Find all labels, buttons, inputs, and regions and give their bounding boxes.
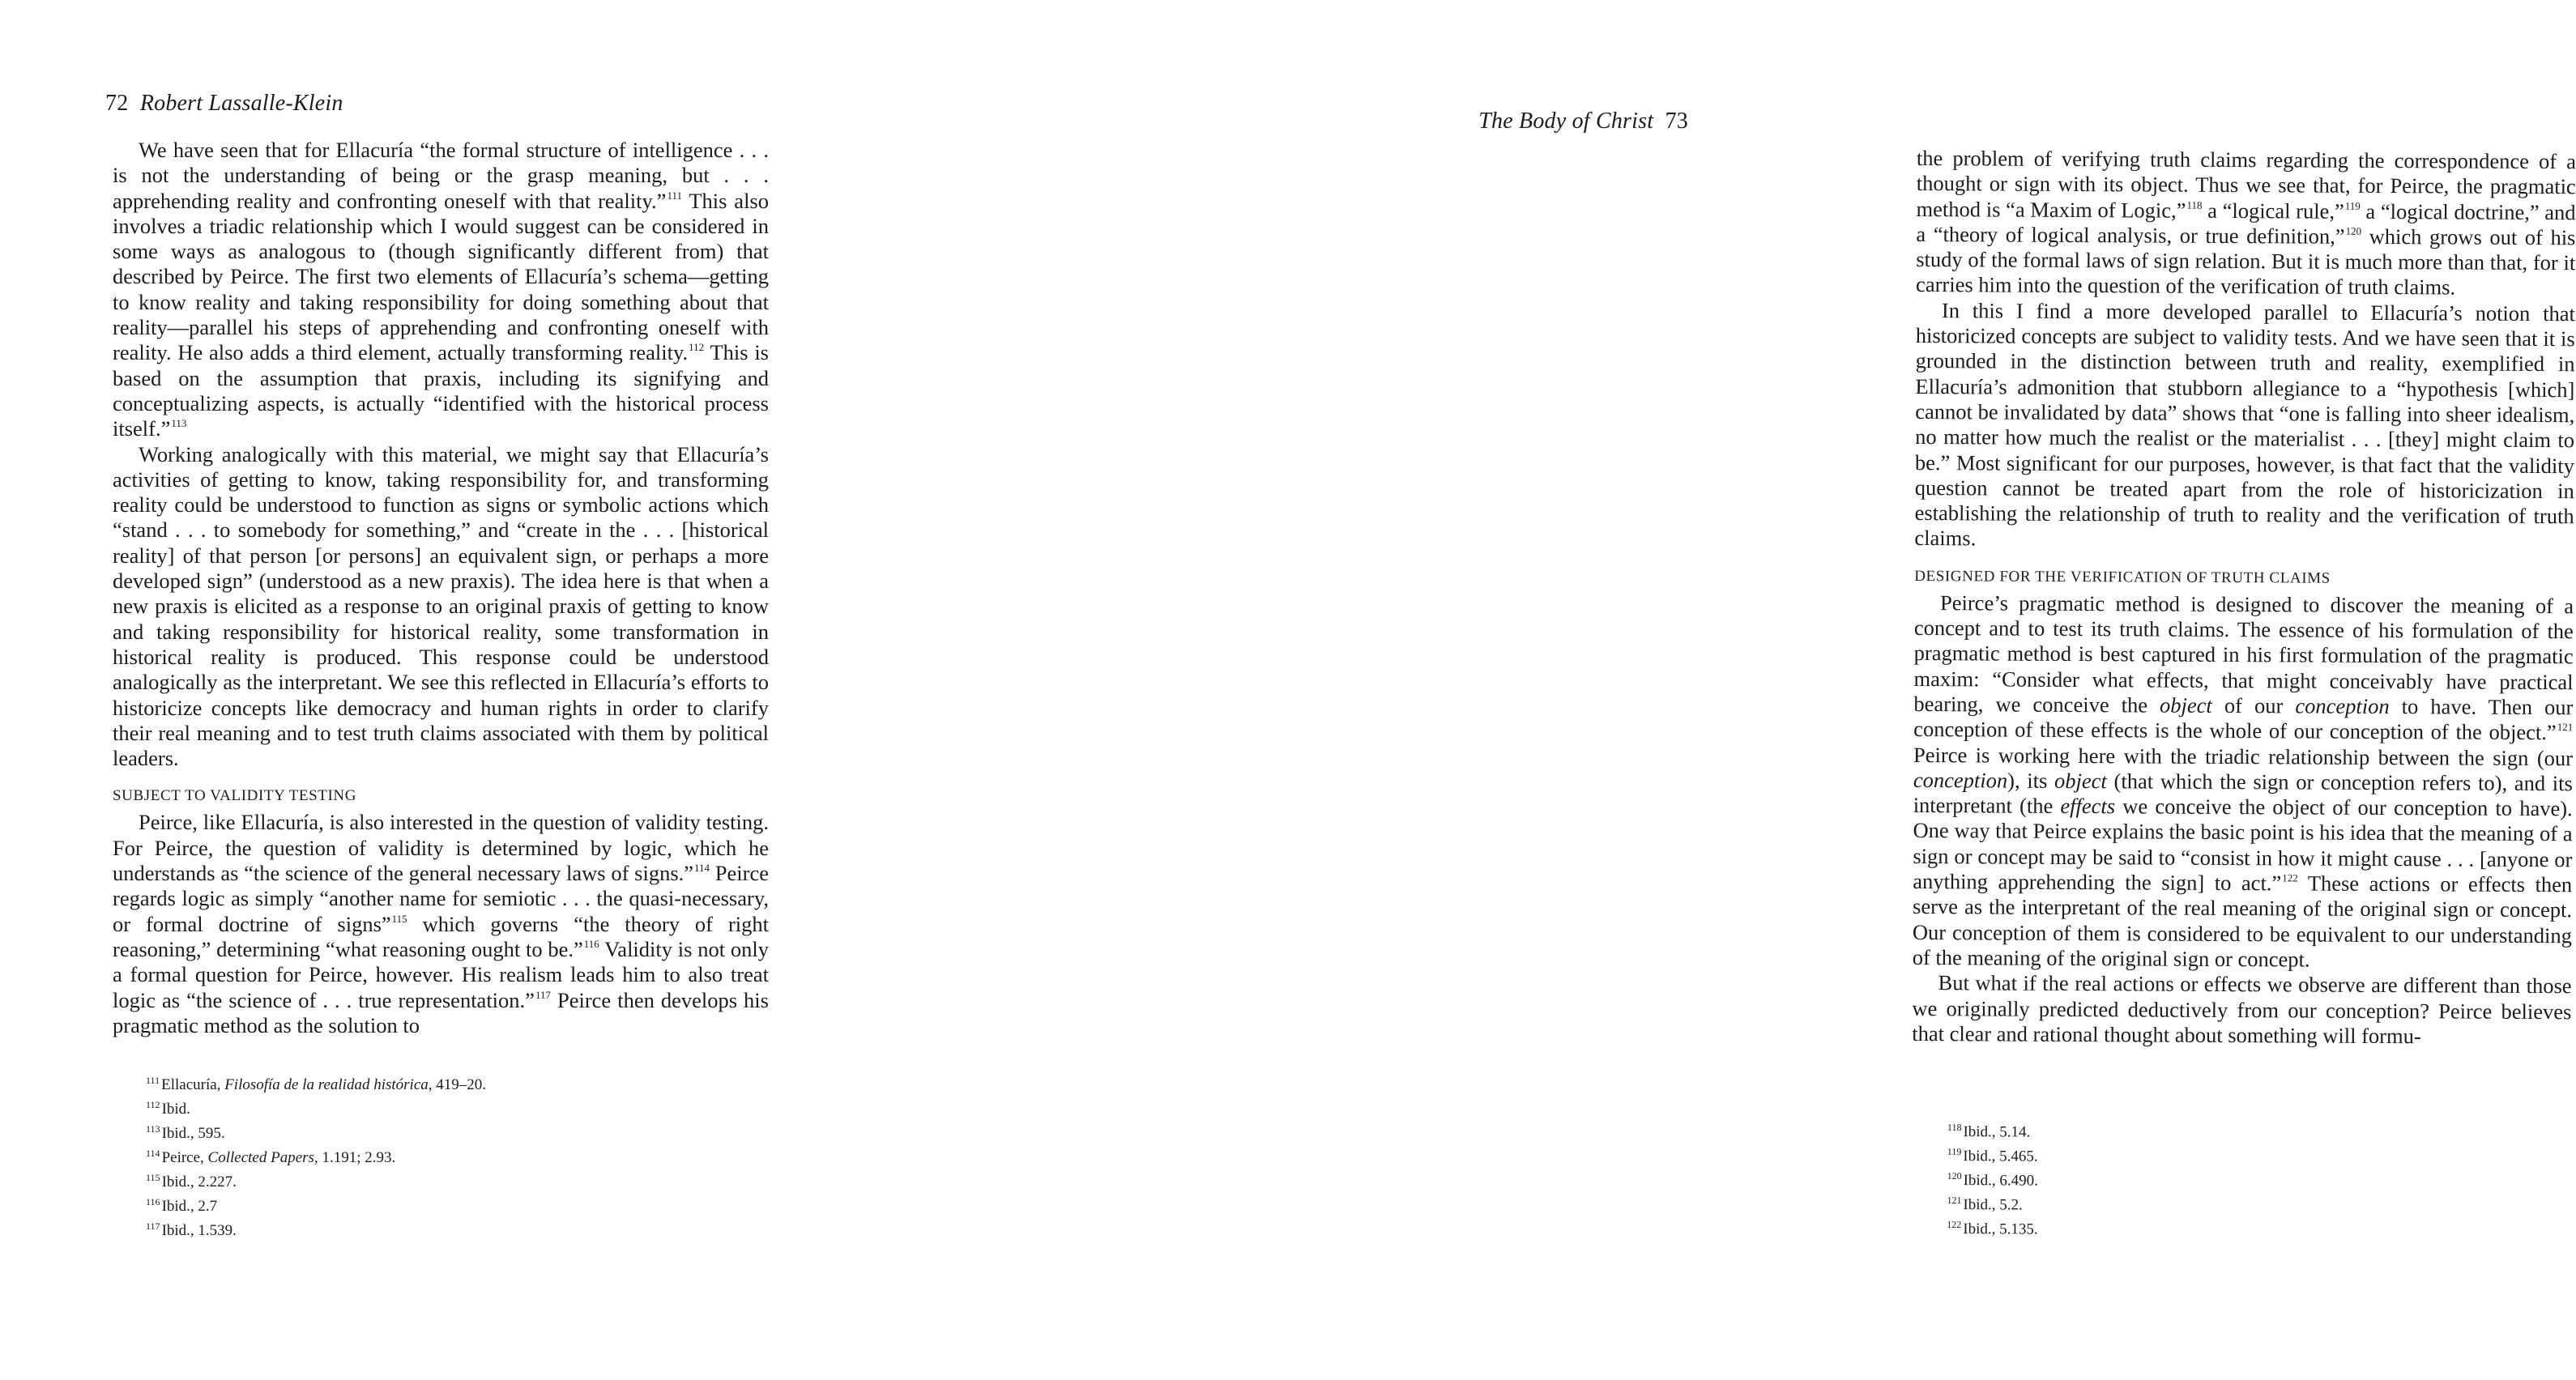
right-page <box>888 0 2576 1380</box>
footnote-marker: 115 <box>391 912 407 925</box>
page-number-right: 73 <box>1665 109 1688 134</box>
footnote-number: 117 <box>146 1220 160 1232</box>
footnote: $^{119}$Ibid., 5.465. <box>1947 1145 2038 1165</box>
footnote-number: 120 <box>1947 1169 1962 1182</box>
footnote-number: 113 <box>146 1123 160 1135</box>
italic-text: effects <box>2060 794 2116 819</box>
paragraph: Peirce’s pragmatic method is designed to discover the meaning of a concept and to test its truth claims. The essence of his formulation of the pragmatic method is best captured in his first formulation of the pragmatic maxim: “Consider what effects, that might conceivably have practical bearing, we conceive the object of our conception to have. Then our conception of these effects is the whole of our conception of the object.”$^{121}$ Peirce is working here with the triadic relationship between the sign (our conception), its object (that which the sign or conception refers to), and its interpretant (the effects we conceive the object of our conception to have). One way that Peirce explains the basic point is his idea that the meaning of a sign or concept may be said to “consist in how it might cause . . . [anyone or anything apprehending the sign] to act.”$^{122}$ These actions or effects then serve as the interpretant of the real meaning of the original sign or concept. Our conception of them is considered to be equivalent to our understanding of the meaning of the original sign or concept. <box>1912 590 2574 972</box>
italic-text: Collected Papers <box>207 1149 314 1166</box>
footnote-marker: 122 <box>2282 871 2298 884</box>
section-heading: DESIGNED FOR THE VERIFICATION OF TRUTH CLAIMS <box>1914 567 2331 587</box>
left-body-text <box>113 138 769 1038</box>
footnote: $^{111}$ Ellacuría, Filosofía de la realidad histórica, 419–20. <box>146 1075 487 1093</box>
footnote-number: 121 <box>1947 1194 1962 1207</box>
footnotes-left <box>146 1071 486 1241</box>
footnote-marker: 118 <box>2186 198 2203 211</box>
footnote-number: 111 <box>146 1075 160 1086</box>
italic-text: object <box>2054 768 2107 794</box>
footnote-marker: 114 <box>694 862 710 875</box>
paragraph: But what if the real actions or effects we observe are different than those we originally predicted deductively from our conception? Peirce believes that clear and rational thought about something will formu- <box>1912 970 2572 1049</box>
footnote-marker: 111 <box>667 189 682 202</box>
running-head-right <box>1478 109 1688 134</box>
footnote-marker: 116 <box>583 937 599 950</box>
footnote: $^{113}$ Ibid., 595. <box>146 1123 225 1142</box>
page-number-left: 72 <box>105 91 129 116</box>
footnote-number: 118 <box>1947 1121 1962 1134</box>
italic-text: conception <box>2295 693 2390 719</box>
footnote-number: 115 <box>146 1172 160 1183</box>
footnote: $^{114}$ Peirce, Collected Papers, 1.191; 2.93. <box>146 1148 396 1166</box>
footnotes-right <box>1947 1118 2038 1240</box>
left-page <box>0 0 888 1380</box>
footnote-marker: 119 <box>2344 199 2361 212</box>
paragraph: In this I find a more developed parallel to Ellacuría’s notion that historicized concepts are subject to validity tests. And we have seen that it is grounded in the distinction between truth and reality, exemplified in Ellacuría’s admonition that stubborn allegiance to a “hypothesis [which] cannot be invalidated by data” shows that “one is falling into sheer idealism, no matter how much the realist or the materialist . . . [they] might claim to be.” Most significant for our purposes, however, is that fact that the validity question cannot be treated apart from the role of historicization in establishing the relationship of truth to reality and the verification of truth claims. <box>1914 297 2576 551</box>
footnote-marker: 121 <box>2557 721 2574 734</box>
footnote-marker: 117 <box>535 988 551 1001</box>
footnote-number: 119 <box>1947 1145 1962 1158</box>
footnote-number: 114 <box>146 1148 160 1159</box>
italic-text: object <box>2160 692 2212 718</box>
footnote: $^{120}$Ibid., 6.490. <box>1947 1169 2039 1190</box>
running-head-left <box>105 91 343 117</box>
footnote: $^{121}$Ibid., 5.2. <box>1947 1194 2023 1214</box>
footnote-number: 116 <box>146 1196 160 1208</box>
footnote: $^{115}$ Ibid., 2.227. <box>146 1172 237 1190</box>
italic-text: Filosofía de la realidad histórica <box>224 1076 429 1093</box>
paragraph: Working analogically with this material, we might say that Ellacuría’s activities of getting to know, taking responsibility for, and transforming reality could be understood to function as signs or symbolic actions which “stand . . . to somebody for something,” and “create in the . . . [historical reality] of that person [or persons] an equivalent sign, or perhaps a more developed sign” (understood as a new praxis). The idea here is that when a new praxis is elicited as a response to an original praxis of getting to know and taking responsibility for historical reality, some transformation in historical reality is produced. This response could be understood analogically as the interpretant. We see this reflected in Ellacuría’s efforts to historicize concepts like democracy and human rights in order to clarify their real meaning and to test truth claims associated with them by political leaders. <box>113 441 769 771</box>
section-heading: SUBJECT TO VALIDITY TESTING <box>113 787 357 805</box>
footnote-number: 122 <box>1947 1218 1962 1231</box>
footnote-marker: 120 <box>2345 224 2362 237</box>
paragraph: Peirce, like Ellacuría, is also interested in the question of validity testing. For Peirce, the question of validity is determined by logic, which he understands as “the science of the general necessary laws of signs.”$^{114}$ Peirce regards logic as simply “another name for semiotic . . . the quasi-necessary, or formal doctrine of signs”$^{115}$ which governs “the theory of right reasoning,” determining “what reasoning ought to be.”$^{116}$ Validity is not only a formal question for Peirce, however. His realism leads him to also treat logic as “the science of . . . true representation.”$^{117}$ Peirce then develops his pragmatic method as the solution to <box>113 810 770 1037</box>
paragraph: the problem of verifying truth claims regarding the correspondence of a thought or sign with its object. Thus we see that, for Peirce, the pragmatic method is “a Maxim of Logic,”$^{118}$ a “logical rule,”$^{119}$ a “logical doctrine,” and a “theory of logical analysis, or true definition,”$^{120}$ which grows out of his study of the formal laws of sign relation. But it is much more than that, for it carries him into the question of the verification of truth claims. <box>1916 146 2576 300</box>
right-body-text <box>1912 146 2576 1050</box>
footnote: $^{117}$ Ibid., 1.539. <box>146 1220 237 1239</box>
footnote: $^{112}$ Ibid. <box>146 1099 190 1118</box>
footnote-number: 112 <box>146 1099 160 1110</box>
running-head-author: Robert Lassalle-Klein <box>139 91 343 116</box>
footnote-marker: 113 <box>171 417 187 430</box>
footnote: $^{118}$Ibid., 5.14. <box>1947 1121 2031 1141</box>
italic-text: conception <box>1913 767 2008 793</box>
footnote: $^{116}$ Ibid., 2.7 <box>146 1196 218 1215</box>
paragraph: We have seen that for Ellacuría “the formal structure of intelligence . . . is not the understanding of being or the grasp meaning, but . . . apprehending reality and confronting oneself with that reality.”$^{111}$ This also involves a triadic relationship which I would suggest can be considered in some ways as analogous to (though significantly different from) that described by Peirce. The first two elements of Ellacuría’s schema—getting to know reality and taking responsibility for doing something about that reality—parallel his steps of apprehending and confronting oneself with reality. He also adds a third element, actually transforming reality.$^{112}$ This is based on the assumption that praxis, including its signifying and conceptualizing aspects, is actually “identified with the historical process itself.”$^{113}$ <box>113 138 769 441</box>
footnote: $^{122}$Ibid., 5.135. <box>1947 1218 2038 1238</box>
footnote-marker: 112 <box>689 341 705 354</box>
running-head-title: The Body of Christ <box>1478 109 1654 134</box>
